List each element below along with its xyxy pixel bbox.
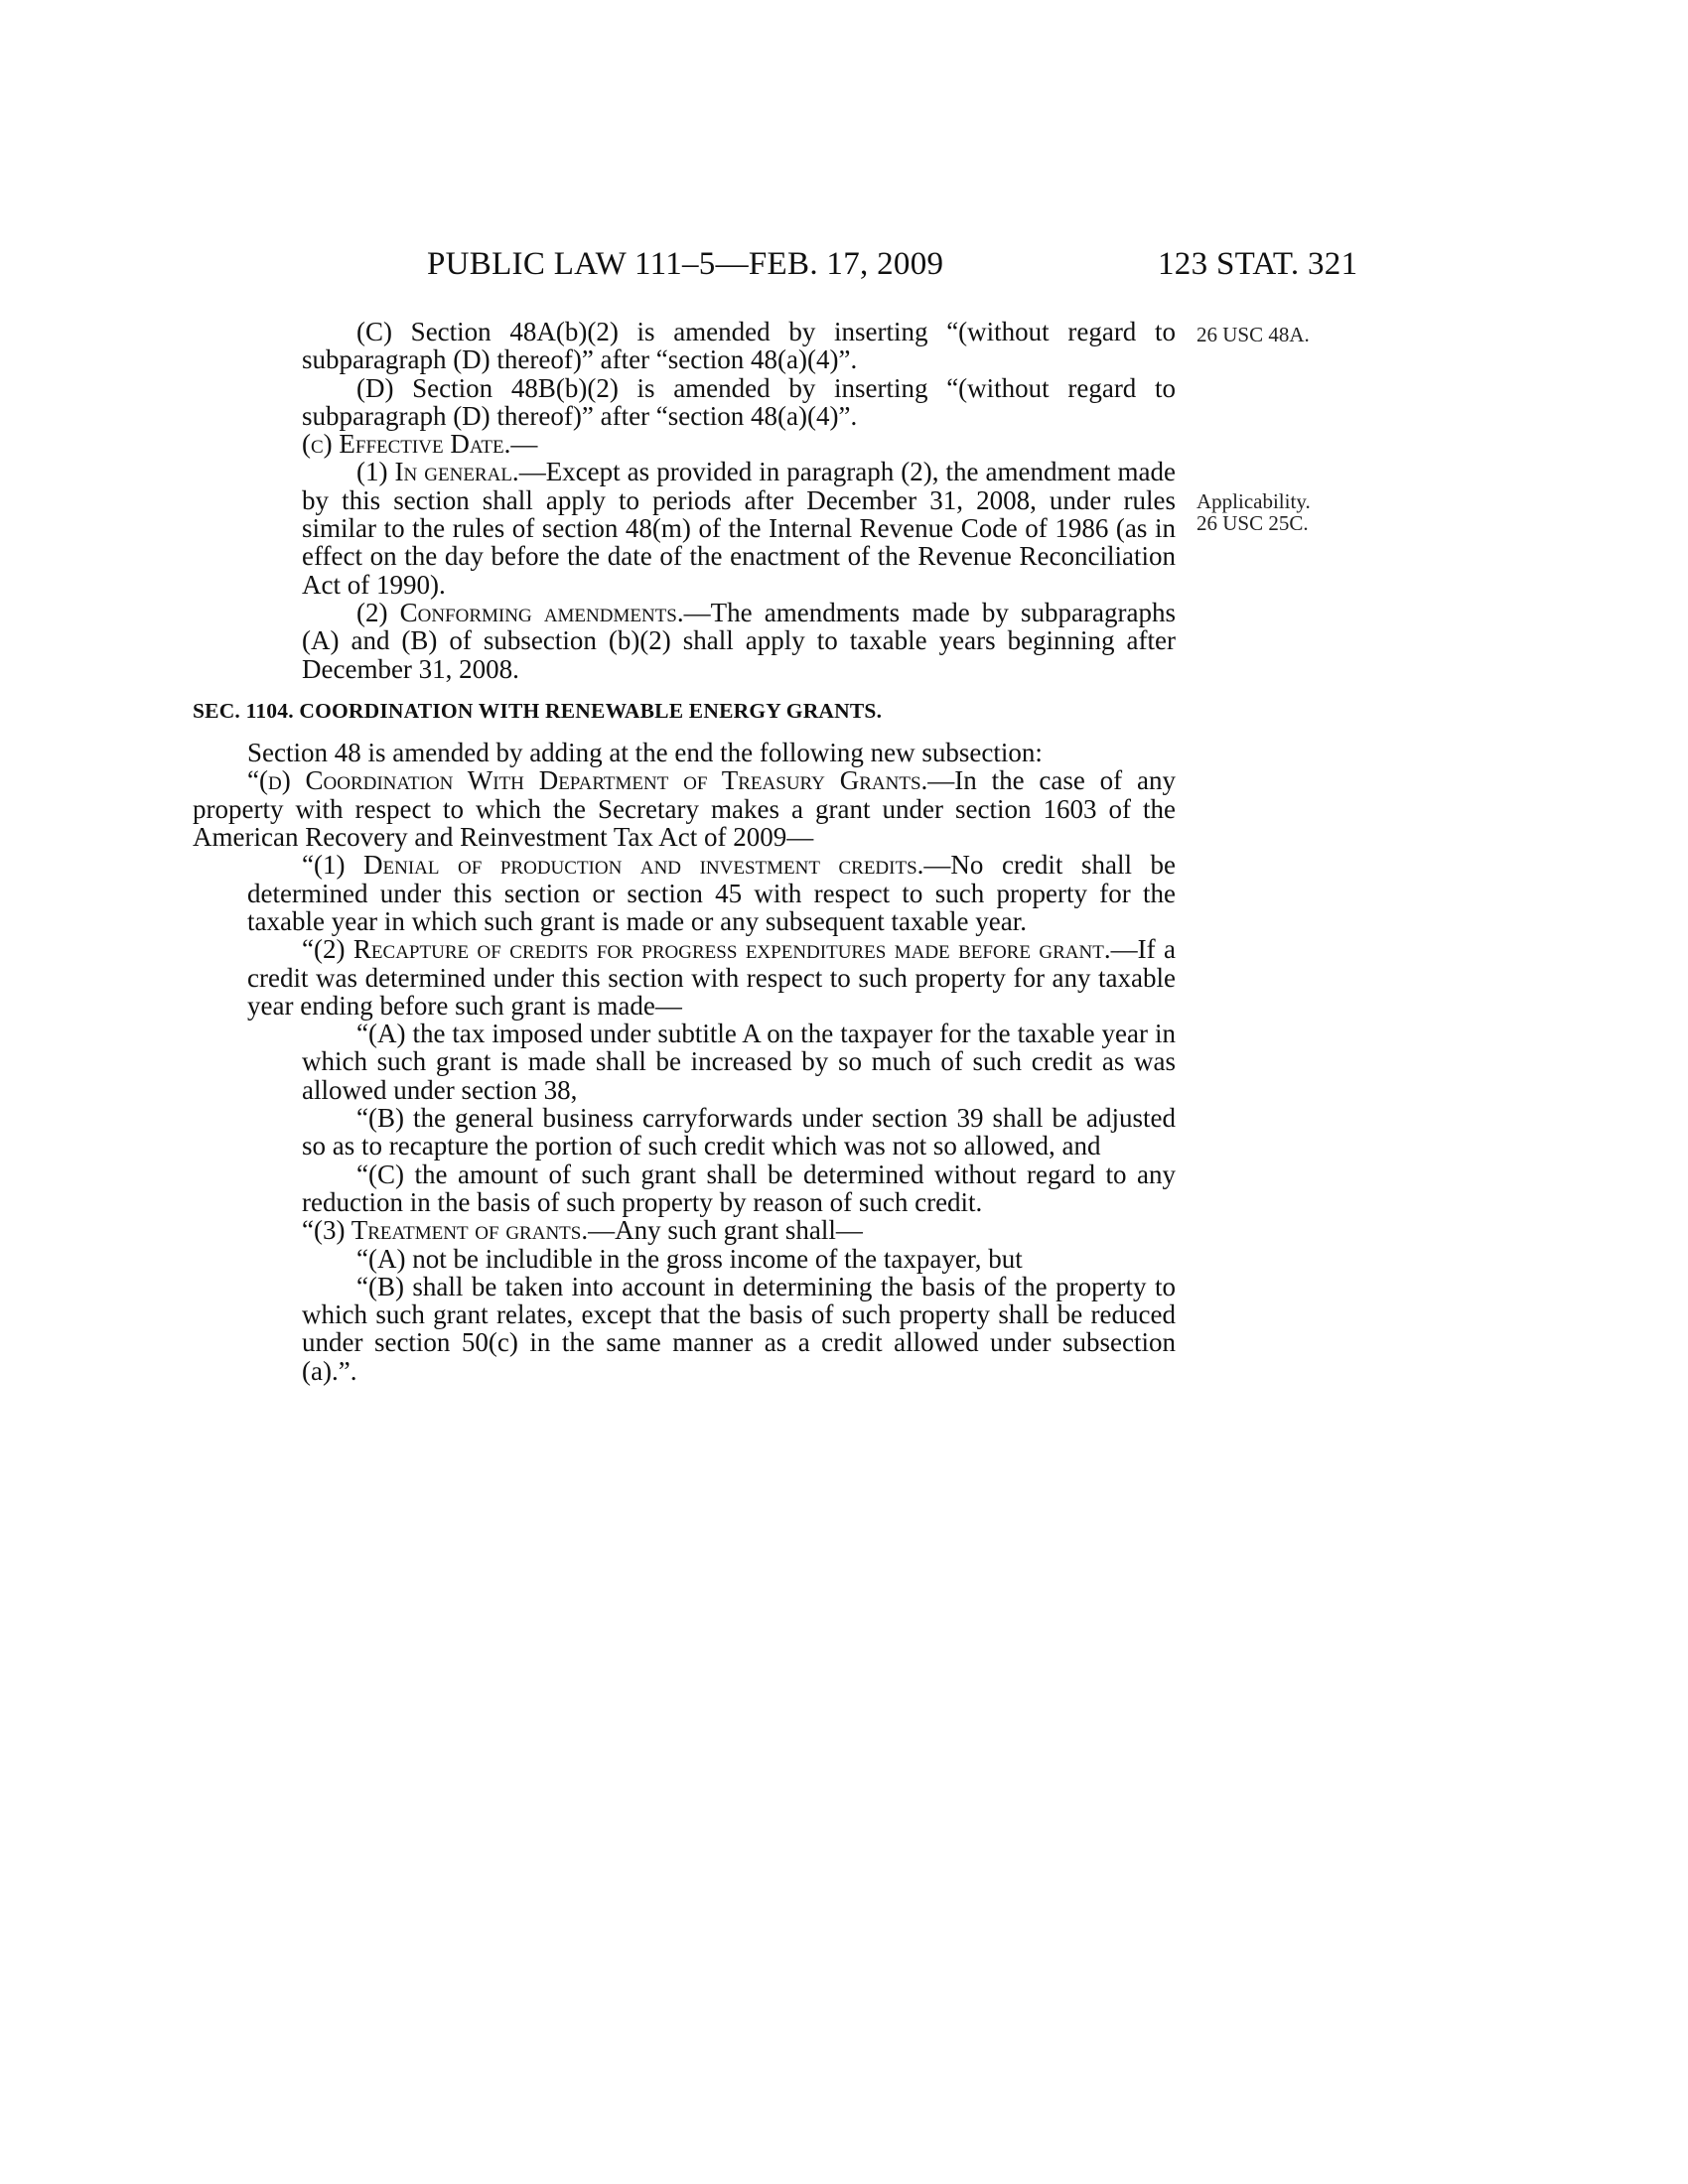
paragraph-text: —In the case of any property with respect to which the Secretary makes a grant under section 1603 of the American Recovery and Reinvestment Tax Act of 2009— (193, 765, 1176, 853)
margin-note-usc-25c: 26 USC 25C. (1196, 511, 1309, 535)
heading-text: “(d) Coordination With Department of Treasury Grants. (247, 765, 928, 796)
heading-text: (1) In general. (356, 457, 519, 487)
margin-note-usc-48a: 26 USC 48A. (1196, 323, 1310, 346)
paragraph-text: —The amendments made by subparagraphs (A) and (B) of subsection (b)(2) shall apply to taxable years beginning after December 31, 2008. (302, 597, 1176, 684)
paragraph-text: —If a credit was determined under this section with respect to such property for any taxable year ending before such grant is made— (247, 934, 1177, 1021)
statute-page-number: 123 STAT. 321 (1158, 246, 1358, 282)
heading-text: “(1) Denial of production and investment credits. (302, 850, 924, 881)
paragraph-subsection-d (193, 766, 1176, 851)
paragraph-conforming-amendments (302, 599, 1176, 683)
margin-note-applicability-label: Applicability. (1196, 489, 1311, 513)
paragraph-text: —Any such grant shall— (588, 1215, 863, 1246)
paragraph-recapture-a (302, 1020, 1176, 1104)
paragraph-text: Section 48 is amended by adding at the end the following new subsection: (247, 738, 1043, 768)
paragraph-d-section-48b (193, 374, 1176, 431)
paragraph-effective-date-heading (247, 430, 1176, 458)
heading-text: (c) Effective Date.— (302, 429, 538, 460)
paragraph-denial-of-credits (247, 851, 1176, 935)
page-header (0, 246, 1688, 290)
heading-text: “(2) Recapture of credits for progress expenditures made before grant. (302, 934, 1111, 965)
paragraph-text: (C) Section 48A(b)(2) is amended by inserting “(without regard to subparagraph (D) thereof)” after “section 48(a)(4)”. (302, 317, 1176, 375)
heading-text: “(3) Treatment of grants. (302, 1215, 589, 1246)
section-heading: SEC. 1104. COORDINATION WITH RENEWABLE ENERGY GRANTS. (193, 698, 883, 723)
margin-note-applicability (1196, 490, 1311, 534)
paragraph-c-section-48a (193, 318, 1176, 374)
paragraph-section-48-amended (193, 739, 1176, 766)
paragraph-treatment-b (302, 1273, 1176, 1385)
paragraph-text: “(B) the general business carryforwards under section 39 shall be adjusted so as to recapture the portion of such credit which was not so allowed, and (302, 1103, 1176, 1161)
law-citation: PUBLIC LAW 111–5—FEB. 17, 2009 (427, 246, 944, 282)
paragraph-text: “(A) the tax imposed under subtitle A on the taxpayer for the taxable year in which such grant is made shall be increased by so much of such credit as was allowed under section 38, (302, 1019, 1176, 1105)
paragraph-text: (D) Section 48B(b)(2) is amended by inserting “(without regard to subparagraph (D) thereof)” after “section 48(a)(4)”. (302, 372, 1176, 431)
paragraph-text: “(C) the amount of such grant shall be determined without regard to any reduction in the basis of such property by reason of such credit. (302, 1159, 1176, 1217)
paragraph-treatment-of-grants (247, 1216, 1176, 1244)
heading-text: (2) Conforming amendments. (356, 597, 684, 627)
paragraph-treatment-a (302, 1245, 1176, 1273)
paragraph-text: “(B) shall be taken into account in determining the basis of the property to which such grant relates, except that the basis of such property shall be reduced under section 50(c) in the same manner as a credit allowed under subsection (a).”. (302, 1271, 1176, 1386)
paragraph-text: “(A) not be includible in the gross income of the taxpayer, but (356, 1243, 1023, 1274)
paragraph-text: —No credit shall be determined under this section or section 45 with respect to such property for the taxable year in which such grant is made or any subsequent taxable year. (247, 850, 1176, 936)
paragraph-recapture-b (302, 1104, 1176, 1160)
paragraph-text: —Except as provided in paragraph (2), the amendment made by this section shall apply to periods after December 31, 2008, under rules similar to the rules of section 48(m) of the Internal Revenue Code of 1986 (as in effect on the day before the date of the enactment of the Revenue Reconciliation Act of 1990). (302, 457, 1176, 600)
document-body (193, 317, 1177, 1386)
paragraph-recapture-of-credits (247, 935, 1176, 1020)
paragraph-recapture-c (302, 1160, 1176, 1217)
paragraph-in-general (302, 458, 1176, 598)
